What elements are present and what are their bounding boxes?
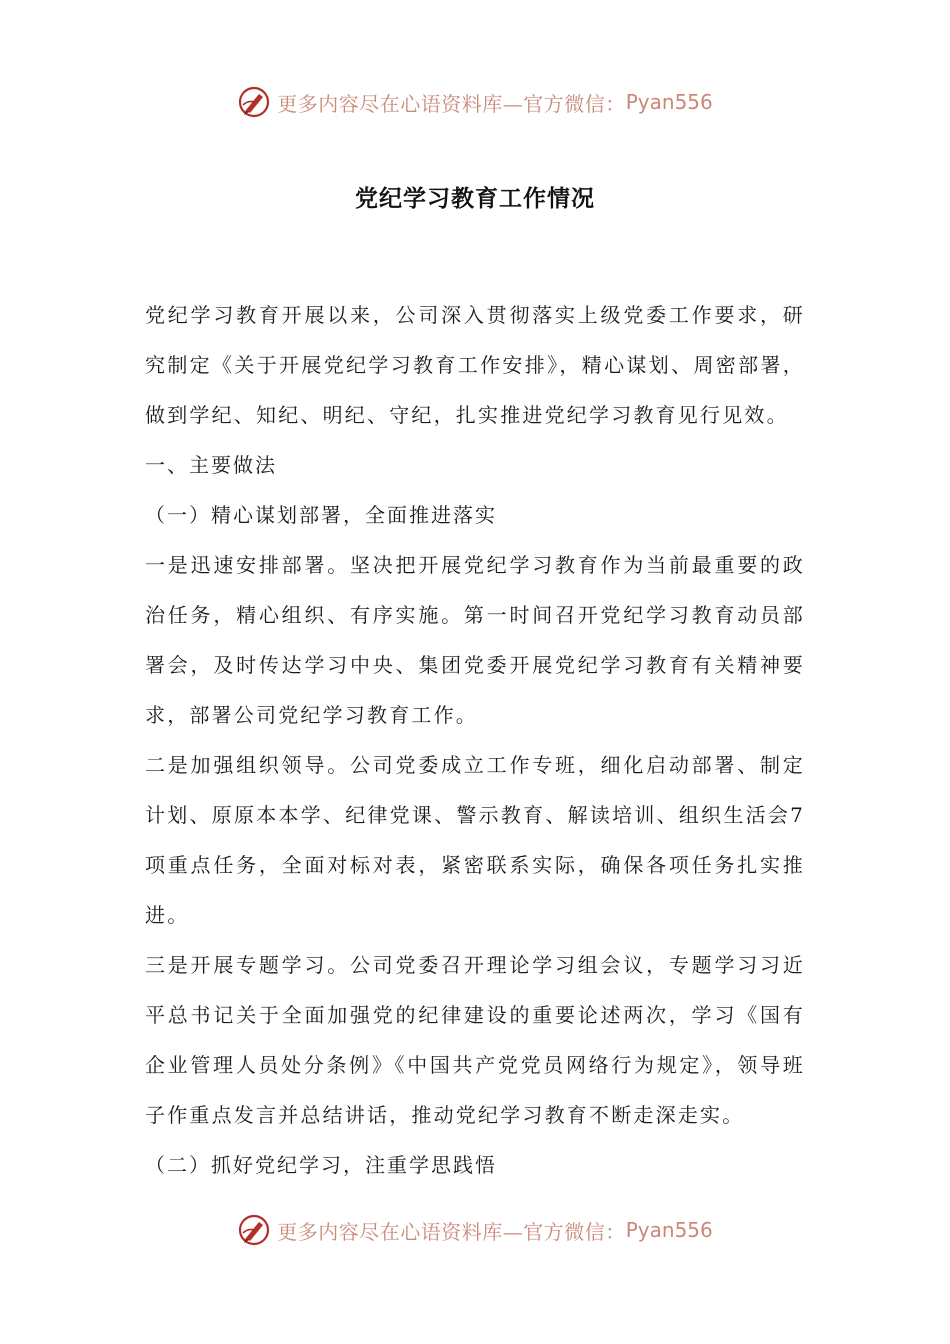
document-title: 党纪学习教育工作情况 [355, 185, 595, 212]
subsection-heading-1: （一）精心谋划部署，全面推进落实 [145, 503, 497, 527]
item-paragraph-3: 三是开展专题学习。公司党委召开理论学习组会议，专题学习习近平总书记关于全面加强党的纪律建设的重要论述两次，学习《国有企业管理人员处分条例》《中国共产党党员网络行为规定》，领导班子作重点发言并总结讲话，推动党纪学习教育不断走深走实。 [145, 953, 805, 1127]
watermark-wechat-id: Pyan556 [625, 90, 713, 114]
document-body [145, 290, 805, 1190]
section-heading-main-practices: 一、主要做法 [145, 453, 277, 477]
watermark-wechat-id: Pyan556 [625, 1218, 713, 1242]
intro-paragraph: 党纪学习教育开展以来，公司深入贯彻落实上级党委工作要求，研究制定《关于开展党纪学习教育工作安排》，精心谋划、周密部署，做到学纪、知纪、明纪、守纪，扎实推进党纪学习教育见行见效。 [145, 303, 805, 427]
item-paragraph-2: 二是加强组织领导。公司党委成立工作专班，细化启动部署、制定计划、原原本本学、纪律党课、警示教育、解读培训、组织生活会7项重点任务，全面对标对表，紧密联系实际，确保各项任务扎实推进。 [145, 753, 805, 927]
watermark-banner-top [0, 82, 950, 122]
subsection-heading-2: （二）抓好党纪学习，注重学思践悟 [145, 1153, 497, 1177]
pen-logo-icon [237, 85, 271, 119]
watermark-text: 更多内容尽在心语资料库—官方微信： [277, 91, 626, 116]
pen-logo-icon [237, 1213, 271, 1247]
watermark-banner-bottom [0, 1210, 950, 1250]
item-paragraph-1: 一是迅速安排部署。坚决把开展党纪学习教育作为当前最重要的政治任务，精心组织、有序实施。第一时间召开党纪学习教育动员部署会，及时传达学习中央、集团党委开展党纪学习教育有关精神要求，部署公司党纪学习教育工作。 [145, 553, 805, 727]
watermark-text: 更多内容尽在心语资料库—官方微信： [277, 1219, 626, 1244]
